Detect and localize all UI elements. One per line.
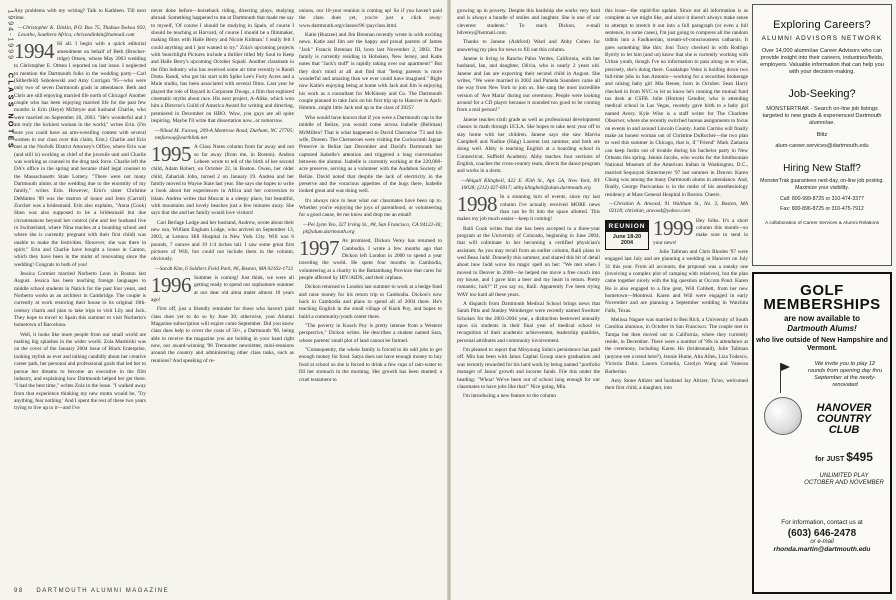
ad-phone: Call: 800-999-8725 or 310-474-3377 (780, 195, 864, 202)
page-folio (14, 588, 169, 594)
ad-fax: Fax: 800-896-8725 or 310-475-7912 (780, 206, 864, 213)
golf-phone: (603) 646-2478 (787, 528, 857, 539)
class-note-text: Hi all. I begin with a quick editorial amendment on behalf of Beth (Brocker-ridge) Ottsen, whose May 2003 wedding to Christopher E. Ottsen I reported on last issue. I neglected to mention the Dartmouth folks in the wedding party—Carl (Silberfeld) Sobolewski and Amy Corrigan '95—who were only two of seven Dartmouth grads in attendance. Beth and Chris are still enjoying married life north of Chicago! Another couple who has been enjoying married life for the past few months is Erin (Heye) McIntyre and husband Charlie, who were married on September 20, 2003. "He's wonderful and I am truly the luckiest woman in the world," writes Erin. (I'm sure you could have an arm-wrestling contest with several women in our class over this claim, Erin.) Charlie and Erin met at the Norfolk District Attorney's Office, where Erin was (and still is) working as chief of the juvenile unit and Charlie was working as counsel to the drug task force. Charlie left the DA's office in the spring and became chief legal counsel to the Massachusetts State Lottery. "There were not many Dartmouth alums at the wedding due to the enormity of my family," writes Erin. However, Erin's sister Christine DeMatteo '89 was the matron of honor and Jenn (Carroll) Zurcher was a bridesmaid. Erin also explains, "Anna (Cook) Shen was also supposed to be a bridesmaid but due circumstances beyond her control (she and her husband live in Switzerland, where Nina teaches at a boarding school and where she is currently pregnant with their first child) was unable to make the festivities. However, she was there in spirit." Erin and Charlie have bought a house in Canton, which they have been in the midst of renovating since the wedding! Congrats to both of you! (14, 41, 146, 268)
careers-ad (752, 4, 892, 266)
year-1994: 1994 (14, 39, 54, 64)
page-gutter (447, 0, 451, 600)
class-note-text: Melissa Nagare was married to Ben Rich, a University of South Carolina alumnus, in October in San Francisco. The couple met in Tampa but then moved out to California, where they currently reside, in December. There were a number of '99s in attendance at the ceremony, including Karen Ho (bridesmaid), Julie Tallman (anyone see a trend here?), Jennie Hume, Alta Allen, Liza Todesco, Victoria Dahir, Lauren Cornella, Carolyn Wang and Vanessa Barberian. (605, 317, 748, 375)
signature: —Christian A. Atwood, 91 Waltham St., No. 3, Boston, MA 02118; christian_atwood@yahoo.com (609, 200, 748, 215)
class-note-text: "Consequently, the whole family is forced to do odd jobs to get enough money for food. Satya does not have enough money to buy food at school so she is forced to drink a few cups of rain-water to fill her stomach in the morning. Her growth has been stunted; a cruel testament to (299, 347, 442, 383)
magazine-name: DARTMOUTH ALUMNI MAGAZINE (36, 588, 170, 594)
golf-heading: GOLF MEMBERSHIPS (763, 282, 881, 313)
golf-email: rhonda.martin@dartmouth.edu (773, 546, 871, 553)
ad-email: alum-career.services@dartmouth.edu (775, 143, 869, 149)
signature: —Abigail Klingbeil, 422 E. 85th St., Apt. 5A, New York, NY 10028; (212) 427-6017; abby.klingbeil@alum.dartmouth.org (461, 177, 600, 191)
column-5 (605, 8, 748, 586)
golf-unlimited: UNLIMITED PLAY OCTOBER AND NOVEMBER (804, 473, 884, 486)
class-note-text: Hey folks. It's a short column this month—so make sure to send in your news! (653, 217, 748, 246)
golf-sub1: are now available to (783, 314, 861, 323)
ad-body: MONSTERTRAK - Search on-line job listings targeted to new grads & experienced Dartmouth alumni/ae. (762, 106, 882, 126)
class-note-text: growing up in poverty. Despite this hardship she works very hard and is always a bundle of smiles and laughter. She is one of our cleverest students." To reach Dickon, e-mail hdverey@hotmail.com. (457, 8, 600, 37)
column-3 (299, 8, 442, 586)
class-note-text: Summer is coming! Just think, we were all getting ready to spend our sophomore summer at our dear old alma mater almost 10 years ago! (151, 275, 294, 304)
ad-brand: ALUMNI ADVISORS NETWORK (761, 35, 883, 42)
class-note-text: It's always nice to hear what our classmates have been up to. Whether you're enjoying the joys of parenthood, or volunteering for a good cause, let me know and drop me an email! (299, 197, 442, 219)
golf-price-prefix: for JUST (815, 456, 845, 463)
class-note-text: never done before—horseback riding, directing plays, studying abroad. Something happened to me at Dartmouth that made me say to myself, 'Of course I should be studying in Spain, of course I should be teaching at Harvard, of course I should be a filmmaker, making films with Halle Berry and Nicole Kidman.' I really felt I could anything and I just wanted to try." Zola's upcoming projects with Searchlight Pictures include a thriller titled My Soul to Keep and Halle Berry's upcoming October Squall. Another classmate in the film industry who has received some air time recently is Randi Dotta. Randi, who got his start with Spike Lee's Forty Acres and a Mule studio, has been associated with several films. Last year he played the role of Bayard in Corporate Dwags, a film that explored cinematic myths about race. His next project, A-Alike, which won him a Director's Guild of America Award for writing and directing, premiered in December on HBO. Wow, you guys are all quite inspiring. Maybe I'll write that dissertation now...or tomorrow. (151, 8, 294, 125)
class-note-text: Amy Stone Altizer and husband Jay Altizer, Tu'oo, welcomed their first child, a daughter, into (605, 377, 748, 392)
signature: —Pei Lynn Yeo, 327 Irving St., #8, San Francisco, CA 94122-36; pl@alum.dartmouth.org (303, 221, 442, 235)
reunion-dates: June 18-20 (612, 233, 642, 240)
golf-sub2: Dartmouth Alums! (787, 323, 857, 333)
column-1 (14, 8, 146, 586)
reunion-box (605, 220, 649, 250)
golf-contact: For information, contact us at (781, 519, 863, 526)
class-note-text: Who would have known that if you were a Dartmouth cap in the middle of Belize, you would come across Isabelle (Beliman) McMillen? That is what happened to David Cherneroe '73 and his wife, Doreen. The Cherneroes were visiting the Cockscomb Jaguar Preserve in Belize last December and David's Dartmouth hat captured Isabelle's attention and triggered a long conversation between the alumni. Isabelle is currently working at the 220,000-acre preserve, serving as a volunteer with the Audubon Society of Belize. David noted that despite the lack of electricity in the preserve and the voracious appetites of the bugs there, Isabelle looked great and was doing well. (299, 114, 442, 195)
ad-body: Over 14,000 alumni/ae Career Advisors who can provide insight into their careers, industries/fields, employers. Valuable information that can help you with your decision-making. (760, 48, 884, 75)
spine-section: CLASS NOTES (6, 72, 14, 151)
golf-flag-icon (780, 363, 781, 393)
ads-column (752, 4, 892, 596)
signature: —Sarah Kim, 6 Soldiers Field Park, #6, Boston, MA 02163-1712 (155, 265, 294, 272)
intro-text: Any problems with my writing? Talk to Kathleen. Till next time. (14, 8, 146, 22)
spine-years: 1994-1999 (6, 9, 14, 61)
golf-pitch: We invite you to play 12 rounds from opening day thru September at the newly-renovated (807, 361, 883, 388)
year-1995: 1995 (151, 142, 191, 167)
reunion-heading: REUNION (606, 221, 648, 232)
class-note-text: Janene is living in Rancho Palos Verdes, California, with her husband, Ian, and daughter, Olivia, who is nearly 2 years old. Janene and Ian are expecting their second child in August. She writes, "We were married in 2002 and Pamela Saunders came all the way from New York to join us. She sang the most incredible version of 'Ave Maria' during our ceremony. People were looking around for a CD player because it sounded too good to be coming from a real person!" (457, 56, 600, 114)
class-note-text: unions, our 10-year reunion is coming up! So if you haven't paid the class dues yet, you're just a click away: www.dartmouth.org/classes/96 /payclass.html. (299, 8, 442, 29)
golf-course-graphic (754, 361, 890, 515)
class-note-text: A Class Notes column from far away and not so far away (from me, in Boston). Andrea Lebeen wrote to tell of the birth of her second child, Adam Robert, on October 22, in Boston. Owen, her older child, Zahariah John, turned 2 on January 19. Andrea and her family moved to Wayne State last year. She says she hopes to write a book about her experiences in Africa and her conversion to Islam. Andrea writes that Muscat is a sleepy place, but beautiful, with mountains and lovely beaches just a few minutes away. She says that she and her family would love visitors! (151, 144, 294, 217)
golf-or: or e-mail (810, 539, 834, 545)
class-note-text: "The poverty in Koach Poy is pretty intense from a Western perspective," Dickon writes. He describes a student named Sara, whose parents' small plot of land cannot be farmed. (299, 323, 442, 344)
year-1997: 1997 (299, 236, 339, 261)
year-1998: 1998 (457, 192, 497, 217)
class-note-text: Cari Berlage Lodge and her husband, Andrew, wrote about their new son, William Engham Lodge, who arrived on September 13, 2003, at Lennox Hill Hospital in New York City. Will was 6 pounds, 7 ounces and 19 1/4 inches tall. I saw some great first pictures of Will, but could not include them in the column, obviously. (151, 219, 294, 263)
ad-title: Exploring Careers? (773, 19, 871, 31)
page-number: 98 (14, 588, 24, 594)
class-note-text: Well, it looks like more people from our small world are making big splashes in the wider world. Zola Mashiriki was on the cover of the January 2004 issue of Black Enterprise, looking stylish as ever and talking candidly about her creative career path, her personal and professional goals that led her to pursue her dreams to become an executive in the film industry, and explaining how Dartmouth helped her get there. "I had the best time," writes Zola in the issue. "I walked away from that experience thinking my new motto would be, 'Try anything, fear nothing.' And I spent the rest of these two years trying to live up to it—and I've (14, 331, 146, 412)
year-1996: 1996 (151, 273, 191, 298)
signature: —Christopher K. Dinkin, P.O. Box 75, Thabaa-Tsekoa 950, Lesotho, Southern Africa; chrisondinkin@hotmail.com (18, 24, 146, 39)
signature: —Nihad M. Farooq, 209-A Montrose Road, Durham, NC 27705; nmfarooq@earthlink.net (155, 127, 294, 141)
class-note-text: Thanks to Janene (Ashford) Ward and Abby Cohen for answering my plea for news to fill out this column. (457, 39, 600, 53)
class-note-text: Raili Cook writes that she has been accepted to a three-year program at the University of Colorado, beginning in June 2004, that will culminate in her becoming a certified physician's assistant. As you may recall from an earlier column, Raili plans to wed Beau Judd. Donnelly this summer, and shared this bit of detail about how Judd wove his magic spell on her: "We met when I moved to Denver in 2000—he helped me move a free couch into my house, and I gave him a beer and my heart in return. Pretty romantic, huh?" If you say so, Raili. Apparently I've been trying WAY too hard all these years. (457, 225, 600, 298)
column-2 (151, 8, 294, 586)
class-note-text: Katie (Buzzee) and Jim Brennan recently wrote in with exciting news. Katie and Jim are the happy and proud parents of James "Jack" Francis Brennan III, born last November 2, 2003. The family is currently residing in Hoboken, New Jersey, and Katie notes that "Jack's stuff" is rapidly taking over our apartment!" But they don't mind at all and find that "being parents is more wonderful and amazing than we ever could have imagined." Right now Katie's enjoying being at home with Jack and Jim is enjoying his work as a consultant for McKinsey and Co. The Dartmouth couple planned to take Jack on his first trip up to Hanover in April. Hmmm...might little Jack end up in the class of 2025? (299, 32, 442, 112)
year-1999: 1999 (653, 215, 693, 240)
golf-ad (752, 272, 892, 594)
golf-ball-icon (764, 397, 802, 435)
class-note-text: As promised, Dickon Verey has returned to Cambodia. I wrote a few months ago that Dickon left London in 2000 to spend a year traveling the world. He spent four months in Cambodia, volunteering at a charity in the Battambang Province that cares for people affected by HIV/AIDS, and their orphans. (299, 238, 442, 282)
ad-body: MonsterTrak guarantees next-day, on-line job posting. Maximize your visibility. (760, 178, 884, 191)
column-4 (457, 8, 600, 586)
golf-club-name: HANOVER COUNTRY CLUB (816, 402, 872, 436)
golf-price: $495 (846, 450, 873, 464)
ad-blitz: Blitz (816, 132, 828, 138)
class-note-text: Dickon returned to London last summer to work at a hedge fund and raise money for his return trip to Cambodia. Dickon's now back in Cambodia and plans to spend all of 2004 there. He's teaching English in the small village of Kaoh Poy, and hopes to build a community/youth center there. (299, 284, 442, 320)
class-note-text: In a stunning turn of events, since my last column I've actually received MORE news than can be fit into the space allotted. This makes my job much easier—keep it coming! (457, 194, 600, 223)
class-note-text: Jessica Cormier married Norberto Leon in Boston last August. Jessica has been teaching foreign languages to middle school students in Natick for the past four years, and Norberto works as an architect in Cambridge. The couple is currently at work restoring their house to its original 19th-century charm and plan to take trips to visit Lily and Jack. They hope to travel to Spain this summer to visit Norberto's hometown of Barcelona. (14, 271, 146, 329)
class-note-text: Julie Tallman and Chris Rhodes '97 were engaged last July and are planning a wedding in Hanover on July 31 this year. From all accounts, the proposal was a sneaky one (involving a complex plot of camping with relatives), but the plan came together nicely with the big question at Occom Pond. Karen Ho is also engaged to a fine gent, Will Cobbett, from her new hometown—Montreal. Karen and Will were engaged in early November and are planning a September wedding in Watchita Falls, Texas. (605, 249, 748, 314)
class-note-text: Janene teaches sixth grade as well as professional development classes in math through UCLA. She hopes to take next year off to stay home with her children. Janene says she saw Marvia Campbell and Nadine (Haig) Laurent last summer, and both are doing well. Abby is teaching English at a boarding school in Connecticut, Suffield Academy. Abby teaches four sections of English, coaches the cross-country team, directs the dance program and works in a dorm. (457, 116, 600, 175)
class-note-text: I'm introducing a new feature to the column (463, 393, 556, 400)
reunion-year: 2004 (620, 240, 634, 247)
ad-collab: A collaboration of Career Services & Alumni Relations (764, 221, 880, 227)
spine-label (2, 8, 12, 158)
ad-title: Hiring New Staff? (783, 163, 861, 174)
class-note-text: A dispatch from Dartmouth Medical School brings news that Sarah Pitts and Stanley Weinberger were recently named Sweitzer Scholars for the 2003-2004 year, a distinction bestowed annually upon six students in their final year of medical school in recognition of their academic achievement, leadership qualities, personal attributes and community involvement. (457, 301, 600, 344)
class-note-text: this issue—the rapid-fire update. Since not all information is as complete as we might like, and since it doesn't always make sense to attempt to stretch it out into a full paragraph (or even a full sentence, in some cases), I'm just going to compress all the random tidbits into a Faulknerian, stream-of-consciousness catharsis. It goes something like this: Joni Tracy checked in with Rodrigo Byerly to let him (and us) know that she is currently working with Urban youth, though I've no information to pass along as to what, precisely, she's doing there. Guadalupe Velez is holding down two full-time jobs in San Antonio—working for a securities brokerage and raising baby girl Mia Renee, born in October. Sean Harry checked in from NYC to let us know he's running the mutual fund tax desk at CSFB. Julie (Horton) Gendler, who is attending medical school in Las Vegas, recently gave birth to a baby girl named Avery. Kyle Wise is a staff writer for The Charlotte Observer, where she recently switched bureau assignments to focus on events in and around Lincoln County. Justin Carrino will finally make an honest woman out of Christine DuRocher—the two plan to wed this summer in Chicago, that is, if "Friend" Mark Zamaria can keep Justin out of trouble during his bachelor party in New Orleans this spring. Jennie Jacobs, who works for the Smithsonian National Museum of the American Indian in Washington, D.C., married Sequoyah Simermeyer '97 last summer in Denver. Karen Chung was among the many Dartmouth alums in attendance. And, finally, George Pasivankas is in the midst of his anesthesiology residency at Mass General Hospital in Boston. Cheers. (605, 8, 748, 198)
class-note-text: First off, just a friendly reminder for those who haven't paid class dues yet to do so by June 30; otherwise, your Alumni Magazine subscription will expire come September. Did you know class dues help to cover the costs of 50+, a Dartmouth '96, being able to receive the magazine you are holding in your hand right now, our award-winning '96 Tremonter newsletter, mini-reunions around the country and administering other class tasks, such as reunions? And speaking of re- (151, 306, 294, 364)
golf-note: who live outside of New Hampshire and Vermont. (756, 337, 888, 352)
ad-title: Job-Seeking? (788, 88, 856, 100)
class-note-text: I'm pleased to report that Minyoung Sohn's persistence has paid off. Min has been with Janus Capital Group since graduation and was recently rewarded for his hard work by being named "portfolio manager of Janus' growth and income funds. File this under the heading: "Whoa! We've been out of school long enough for our classmates to have jobs like that!" Nice going, Min. (457, 347, 600, 390)
